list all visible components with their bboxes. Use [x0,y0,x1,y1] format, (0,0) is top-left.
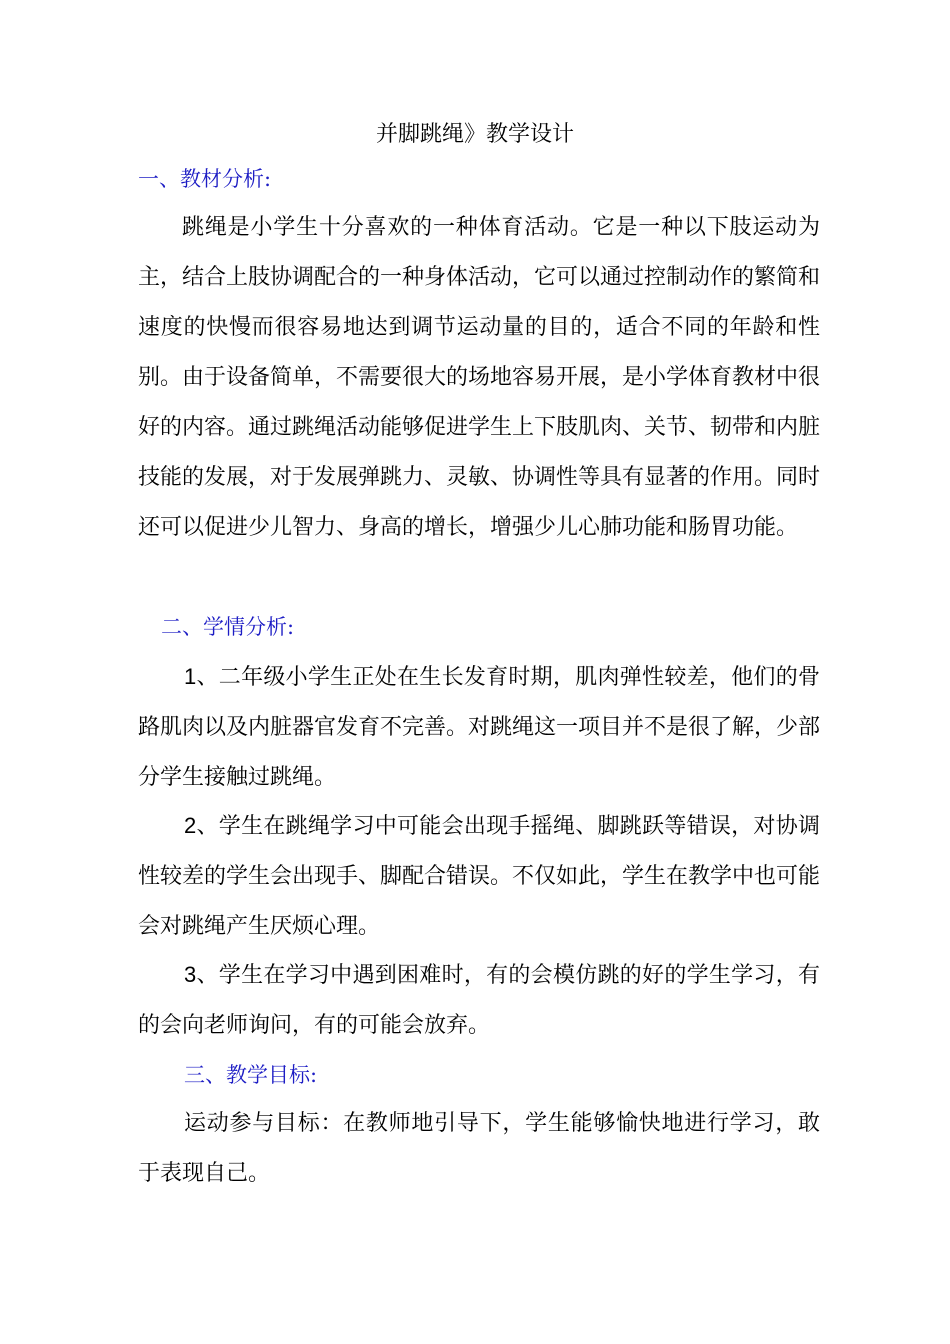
section-heading-textbook-analysis: 一、教材分析: [138,167,272,191]
document-title: 并脚跳绳》教学设计 [375,122,574,147]
list-item-student-analysis-2 [138,801,820,952]
list-item-student-analysis-1 [138,652,820,803]
item-text: 、二年级小学生正处在生长发育时期，肌肉弹性较差，他们的骨路肌肉以及内脏器官发育不完善。对跳绳这一项目并不是很了解，少部分学生接触过跳绳。 [138,665,821,790]
item-text: 、学生在学习中遇到困难时，有的会模仿跳的好的学生学习，有的会向老师询问，有的可能会放弃。 [138,963,820,1038]
paragraph-textbook-analysis: 跳绳是小学生十分喜欢的一种体育活动。它是一种以下肢运动为主，结合上肢协调配合的一种身体活动，它可以通过控制动作的繁简和速度的快慢而很容易地达到调节运动量的目的，适合不同的年龄和性别。由于设备简单，不需要很大的场地容易开展，是小学体育教材中很好的内容。通过跳绳活动能够促进学生上下肢肌肉、关节、韧带和内脏技能的发展，对于发展弹跳力、灵敏、协调性等具有显著的作用。同时还可以促进少儿智力、身高的增长，增强少儿心肺功能和肠胃功能。 [138,215,821,540]
item-number: 2 [184,813,197,838]
paragraph-teaching-goals: 运动参与目标：在教师地引导下，学生能够愉快地进行学习，敢于表现自己。 [138,1111,820,1186]
list-item-student-analysis-3 [138,950,820,1051]
section-heading-teaching-goals: 三、教学目标: [184,1063,318,1087]
item-number: 3 [184,962,197,987]
item-number: 1 [184,664,197,689]
section-heading-student-analysis: 二、学情分析: [161,615,295,639]
item-text: 、学生在跳绳学习中可能会出现手摇绳、脚跳跃等错误，对协调性较差的学生会出现手、脚配合错误。不仅如此，学生在教学中也可能会对跳绳产生厌烦心理。 [138,814,821,939]
